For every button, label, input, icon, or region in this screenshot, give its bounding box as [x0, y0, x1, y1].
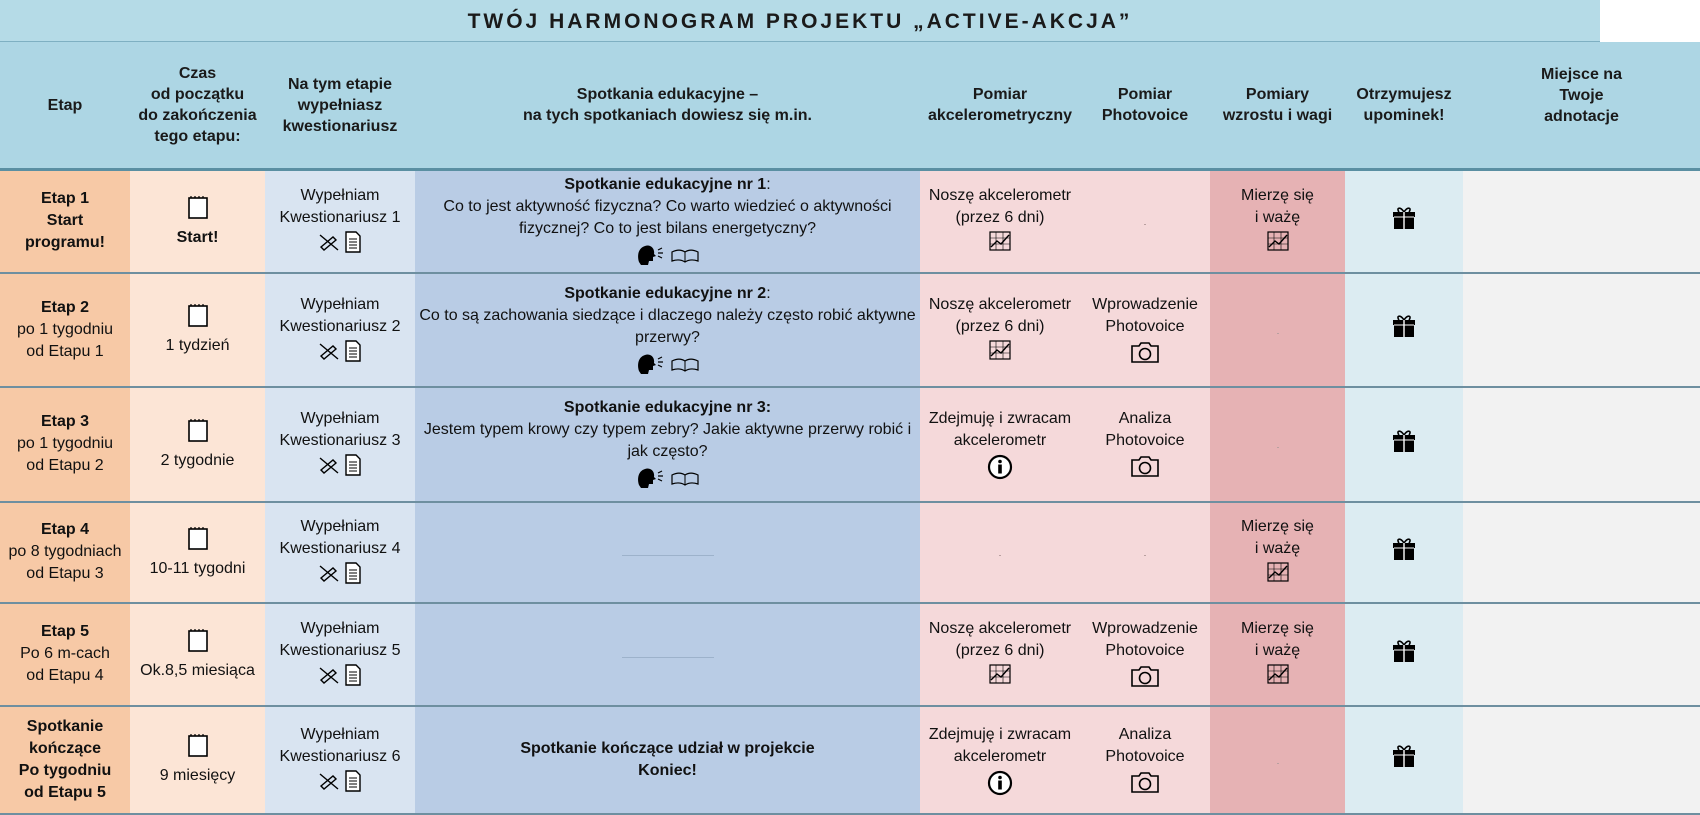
- no-writing-icon: [318, 232, 340, 259]
- spotkanie-text: Jestem typem krowy czy typem zebry? Jakie aktywne przerwy robić i jak często?: [423, 421, 912, 460]
- gift-icon: [1392, 744, 1416, 775]
- etap-number: Etap 3: [40, 413, 89, 430]
- photovoice-label: Analiza Photovoice: [1105, 725, 1185, 765]
- empty-marker: [1277, 333, 1279, 334]
- spotkanie-cell: [415, 603, 920, 706]
- upominek-cell: [1345, 273, 1463, 387]
- header-upominek: Otrzymujesz upominek!: [1345, 42, 1463, 170]
- akcelerometr-label: Noszę akcelerometr (przez 6 dni): [928, 620, 1072, 659]
- table-row: [0, 706, 1700, 814]
- document-icon: [344, 562, 362, 591]
- photovoice-cell: [1080, 170, 1210, 273]
- kwestionariusz-cell: [265, 603, 415, 706]
- table-row: [0, 273, 1700, 387]
- header-adnotacje: Miejsce na Twoje adnotacje: [1463, 42, 1700, 170]
- document-icon: [344, 770, 362, 799]
- header-etap: Etap: [0, 42, 130, 170]
- czas-cell: [130, 603, 265, 706]
- akcelerometr-cell: [920, 502, 1080, 603]
- document-icon: [344, 231, 362, 260]
- czas-cell: [130, 170, 265, 273]
- spotkanie-title-suffix: :: [766, 284, 771, 302]
- info-icon: [987, 770, 1013, 803]
- open-book-icon: [670, 467, 700, 494]
- header-row: [0, 42, 1700, 170]
- no-writing-icon: [318, 665, 340, 692]
- wzrost-label: Mierzę się i ważę: [1241, 620, 1314, 659]
- adnotacje-cell[interactable]: [1463, 170, 1700, 273]
- kwestionariusz-label: Wypełniam Kwestionariusz 3: [279, 410, 401, 449]
- czas-label: Ok.8,5 miesiąca: [140, 661, 255, 679]
- empty-marker: [1144, 555, 1146, 556]
- adnotacje-cell[interactable]: [1463, 502, 1700, 603]
- upominek-cell: [1345, 706, 1463, 814]
- empty-dash: [622, 555, 714, 556]
- header-spotkania: Spotkania edukacyjne – na tych spotkaniach dowiesz się m.in.: [415, 42, 920, 170]
- czas-cell: [130, 502, 265, 603]
- akcelerometr-cell: [920, 706, 1080, 814]
- calendar-icon: [187, 525, 209, 558]
- etap-number: Etap 5: [40, 623, 89, 640]
- wzrost-cell: [1210, 387, 1345, 502]
- no-writing-icon: [318, 563, 340, 590]
- calendar-icon: [187, 627, 209, 660]
- akcelerometr-label: Zdejmuję i zwracam akcelerometr: [928, 410, 1072, 449]
- etap-cell: [0, 502, 130, 603]
- kwestionariusz-label: Wypełniam Kwestionariusz 2: [279, 295, 401, 335]
- etap-cell: Spotkanie kończące Po tygodniu od Etapu 5: [0, 706, 130, 814]
- etap-label: po 1 tygodniu od Etapu 2: [16, 435, 114, 474]
- spotkanie-text: Co to jest aktywność fizyczna? Co warto wiedzieć o aktywności fizycznej? Co to jest bilans energetyczny?: [443, 198, 892, 238]
- upominek-cell: [1345, 603, 1463, 706]
- etap-cell: [0, 603, 130, 706]
- calendar-icon: [187, 302, 209, 335]
- akcelerometr-cell: [920, 603, 1080, 706]
- photovoice-cell: [1080, 387, 1210, 502]
- speaking-head-icon: [635, 465, 665, 496]
- empty-marker: [1144, 224, 1146, 225]
- etap-label: po 8 tygodniach od Etapu 3: [8, 543, 122, 582]
- upominek-cell: [1345, 502, 1463, 603]
- etap-number: Etap 2: [40, 298, 89, 316]
- photovoice-label: Wprowadzenie Photovoice: [1092, 620, 1198, 659]
- czas-label: 10-11 tygodni: [149, 559, 246, 577]
- etap-label: po 1 tygodniu od Etapu 1: [16, 320, 114, 360]
- upominek-cell: [1345, 170, 1463, 273]
- no-writing-icon: [318, 771, 340, 798]
- gift-icon: [1392, 537, 1416, 568]
- calendar-icon: [187, 194, 209, 227]
- spotkanie-title-suffix: :: [766, 176, 771, 194]
- header-akcelerometr: Pomiar akcelerometryczny: [920, 42, 1080, 170]
- open-book-icon: [670, 244, 700, 271]
- czas-label: 1 tydzień: [165, 337, 230, 354]
- chart-icon: [1267, 664, 1289, 691]
- etap-cell: Etap 1 Start programu!: [0, 170, 130, 273]
- document-icon: [344, 454, 362, 483]
- wzrost-cell: [1210, 170, 1345, 273]
- wzrost-label: Mierzę się i ważę: [1241, 187, 1314, 227]
- speaking-head-icon: [635, 242, 665, 273]
- no-writing-icon: [318, 341, 340, 368]
- header-wzrost: Pomiary wzrostu i wagi: [1210, 42, 1345, 170]
- camera-icon: [1130, 340, 1160, 371]
- chart-icon: [1267, 562, 1289, 589]
- empty-marker: [999, 555, 1001, 556]
- photovoice-cell: [1080, 706, 1210, 814]
- info-icon: [987, 454, 1013, 487]
- camera-icon: [1130, 454, 1160, 485]
- akcelerometr-cell: [920, 273, 1080, 387]
- gift-icon: [1392, 314, 1416, 345]
- kwestionariusz-cell: [265, 706, 415, 814]
- adnotacje-cell[interactable]: [1463, 706, 1700, 814]
- gift-icon: [1392, 206, 1416, 237]
- schedule-table: [0, 42, 1700, 815]
- chart-icon: [989, 231, 1011, 258]
- gift-icon: [1392, 429, 1416, 460]
- speaking-head-icon: [635, 351, 665, 382]
- spotkanie-text: Co to są zachowania siedzące i dlaczego należy często robić aktywne przerwy?: [419, 306, 916, 346]
- akcelerometr-label: Noszę akcelerometr (przez 6 dni): [928, 187, 1072, 227]
- kwestionariusz-cell: [265, 170, 415, 273]
- akcelerometr-label: Noszę akcelerometr (przez 6 dni): [928, 295, 1072, 335]
- spotkanie-cell: [415, 387, 920, 502]
- etap-number: Etap 4: [40, 521, 89, 538]
- kwestionariusz-label: Wypełniam Kwestionariusz 1: [279, 187, 401, 227]
- photovoice-label: Analiza Photovoice: [1105, 410, 1185, 449]
- chart-icon: [989, 664, 1011, 691]
- camera-icon: [1130, 770, 1160, 801]
- akcelerometr-cell: [920, 387, 1080, 502]
- wzrost-cell: [1210, 273, 1345, 387]
- etap-label: Po 6 m-cach od Etapu 4: [20, 645, 110, 684]
- document-icon: [344, 340, 362, 369]
- document-icon: [344, 664, 362, 693]
- empty-marker: [1277, 763, 1279, 764]
- empty-dash: [622, 657, 714, 658]
- table-row: [0, 387, 1700, 502]
- header-kwestionariusz: Na tym etapie wypełniasz kwestionariusz: [265, 42, 415, 170]
- kwestionariusz-cell: [265, 387, 415, 502]
- open-book-icon: [670, 353, 700, 380]
- spotkanie-cell: [415, 502, 920, 603]
- photovoice-cell: [1080, 603, 1210, 706]
- photovoice-cell: [1080, 273, 1210, 387]
- czas-cell: [130, 387, 265, 502]
- gift-icon: [1392, 639, 1416, 670]
- table-row: [0, 502, 1700, 603]
- camera-icon: [1130, 664, 1160, 695]
- wzrost-cell: [1210, 706, 1345, 814]
- kwestionariusz-label: Wypełniam Kwestionariusz 5: [279, 620, 401, 659]
- czas-cell: [130, 706, 265, 814]
- photovoice-label: Wprowadzenie Photovoice: [1092, 295, 1198, 335]
- page-title: TWÓJ HARMONOGRAM PROJEKTU „ACTIVE-AKCJA”: [0, 0, 1600, 42]
- header-photovoice: Pomiar Photovoice: [1080, 42, 1210, 170]
- spotkanie-title: Spotkanie edukacyjne nr 1: [564, 176, 767, 194]
- wzrost-label: Mierzę się i ważę: [1241, 518, 1314, 557]
- calendar-icon: [187, 417, 209, 450]
- wzrost-cell: [1210, 502, 1345, 603]
- kwestionariusz-cell: [265, 502, 415, 603]
- kwestionariusz-cell: [265, 273, 415, 387]
- wzrost-cell: [1210, 603, 1345, 706]
- kwestionariusz-label: Wypełniam Kwestionariusz 6: [279, 725, 401, 765]
- table-row: [0, 603, 1700, 706]
- adnotacje-cell[interactable]: [1463, 273, 1700, 387]
- kwestionariusz-label: Wypełniam Kwestionariusz 4: [279, 518, 401, 557]
- akcelerometr-cell: [920, 170, 1080, 273]
- no-writing-icon: [318, 455, 340, 482]
- spotkanie-title: Spotkanie edukacyjne nr 2: [564, 284, 767, 302]
- adnotacje-cell[interactable]: [1463, 603, 1700, 706]
- spotkanie-cell: [415, 273, 920, 387]
- etap-cell: [0, 387, 130, 502]
- calendar-icon: [187, 732, 209, 765]
- upominek-cell: [1345, 387, 1463, 502]
- akcelerometr-label: Zdejmuję i zwracam akcelerometr: [928, 725, 1072, 765]
- czas-label: 9 miesięcy: [159, 767, 236, 784]
- photovoice-cell: [1080, 502, 1210, 603]
- spotkanie-cell: [415, 170, 920, 273]
- czas-cell: [130, 273, 265, 387]
- spotkanie-cell: Spotkanie kończące udział w projekcie Koniec!: [415, 706, 920, 814]
- etap-cell: [0, 273, 130, 387]
- chart-icon: [989, 340, 1011, 367]
- czas-label: Start!: [176, 228, 219, 246]
- header-czas: Czas od początku do zakończenia tego etapu:: [130, 42, 265, 170]
- table-row: [0, 170, 1700, 273]
- spotkanie-title: Spotkanie edukacyjne nr 3:: [563, 399, 772, 416]
- chart-icon: [1267, 231, 1289, 258]
- czas-label: 2 tygodnie: [160, 451, 235, 469]
- empty-marker: [1277, 447, 1279, 448]
- adnotacje-cell[interactable]: [1463, 387, 1700, 502]
